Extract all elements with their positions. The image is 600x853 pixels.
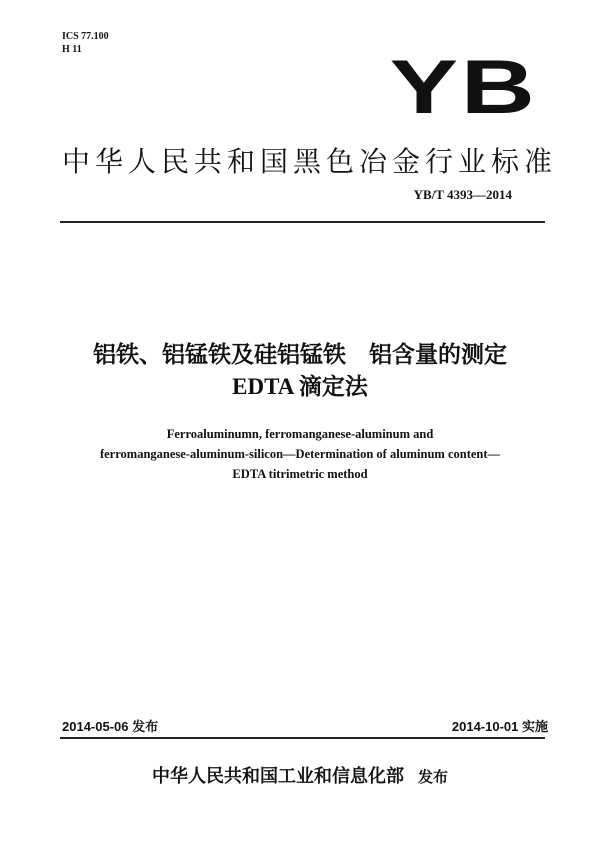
title-en bbox=[0, 424, 600, 484]
title-en-line1: Ferroaluminumn, ferromanganese-aluminum and bbox=[166, 427, 434, 441]
title-en-line3: EDTA titrimetric method bbox=[232, 467, 368, 481]
issuer-action: 发布 bbox=[417, 768, 448, 786]
ics-code: ICS 77.100 bbox=[62, 31, 109, 42]
top-divider bbox=[60, 221, 545, 223]
title-cn-line2: EDTA 滴定法 bbox=[232, 374, 368, 399]
org-title: 中华人民共和国黑色冶金行业标准 bbox=[62, 145, 558, 178]
publish-date: 2014-05-06 发布 bbox=[62, 719, 159, 734]
standard-code: YB/T 4393—2014 bbox=[413, 187, 512, 202]
title-en-line2: ferromanganese-aluminum-silicon—Determination of aluminum content— bbox=[99, 447, 501, 461]
classification-codes bbox=[62, 30, 109, 56]
issuer bbox=[0, 762, 600, 788]
implement-date: 2014-10-01 实施 bbox=[451, 719, 548, 734]
bottom-divider bbox=[60, 737, 545, 739]
title-cn-line1: 铝铁、铝锰铁及硅铝锰铁 铝含量的测定 bbox=[93, 342, 507, 368]
issuer-name: 中华人民共和国工业和信息化部 bbox=[151, 766, 404, 787]
yb-logo: YB bbox=[390, 45, 538, 130]
ccs-code: H 11 bbox=[62, 44, 82, 55]
